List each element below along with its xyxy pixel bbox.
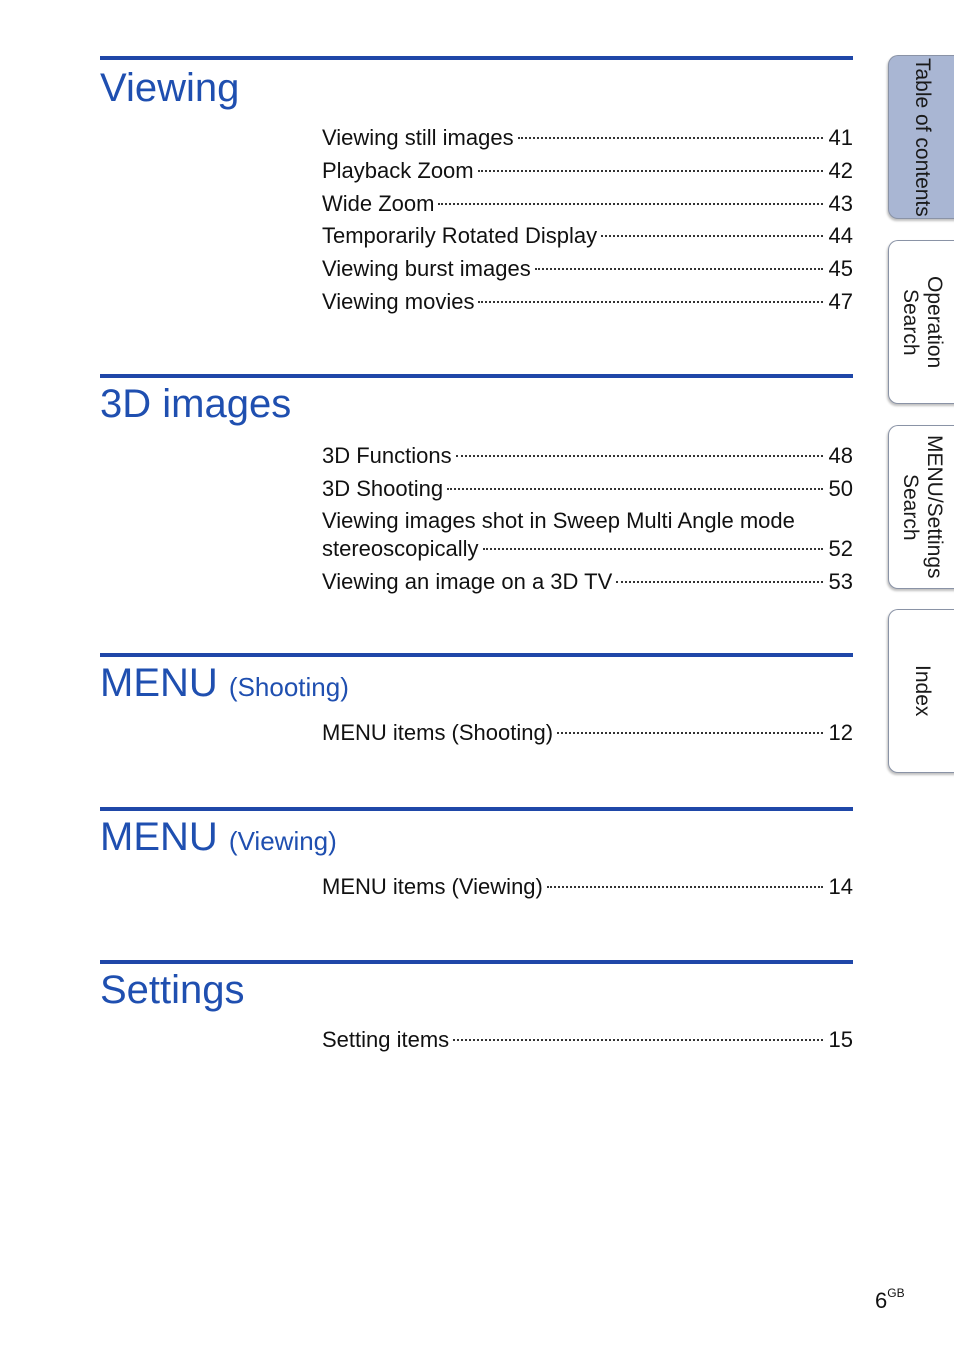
section-title	[100, 659, 349, 711]
toc-entry-label: 3D Functions	[322, 443, 452, 468]
toc-entry[interactable]	[322, 873, 853, 901]
page-number-suffix: GB	[887, 1286, 905, 1300]
toc-entry-page: 41	[828, 125, 853, 150]
toc-entry-page: 12	[828, 720, 853, 745]
section-title-text: Settings	[100, 968, 245, 1012]
toc-entry-page: 47	[828, 289, 853, 314]
section-3d-images	[100, 374, 853, 594]
tab-label: Index	[911, 665, 934, 717]
tab-table-of-contents[interactable]	[888, 55, 954, 219]
toc-entry-page: 44	[828, 223, 853, 248]
toc-entry-label: 3D Shooting	[322, 476, 444, 501]
tab-label: Operation Search	[899, 275, 946, 369]
tab-label: MENU/Settings Search	[899, 435, 946, 579]
toc-entry-label: MENU items (Viewing)	[322, 874, 543, 899]
toc-entry-page: 52	[828, 536, 853, 561]
page-number-value: 6	[875, 1288, 888, 1313]
toc-entry-lead: Viewing images shot in Sweep Multi Angle mode	[322, 508, 795, 533]
toc-entry-label: Playback Zoom	[322, 158, 474, 183]
section-menu-viewing	[100, 807, 853, 899]
dot-leader	[535, 268, 823, 270]
section-settings	[100, 960, 853, 1052]
toc-entry[interactable]	[322, 507, 853, 563]
section-subtitle: (Viewing)	[228, 826, 337, 856]
toc-entry-label: Viewing an image on a 3D TV	[322, 569, 613, 594]
tab-operation-search[interactable]	[888, 240, 954, 404]
tab-index[interactable]	[888, 609, 954, 773]
tab-label: Table of contents	[911, 57, 934, 217]
toc-entry[interactable]	[322, 288, 853, 316]
dot-leader	[547, 886, 823, 888]
toc-entry-label: Viewing burst images	[322, 256, 531, 281]
section-title	[100, 380, 291, 428]
toc-entry-label: Setting items	[322, 1027, 450, 1052]
section-title-text: MENU	[100, 661, 218, 705]
section-title-text: Viewing	[100, 66, 240, 110]
dot-leader	[616, 581, 822, 583]
toc-entry[interactable]	[322, 442, 853, 470]
section-title	[100, 64, 239, 112]
toc-entry[interactable]	[322, 190, 853, 218]
toc-entry-label: Temporarily Rotated Display	[322, 223, 598, 248]
tab-menu-settings-search[interactable]	[888, 425, 954, 589]
section-viewing	[100, 56, 853, 314]
section-title	[100, 966, 245, 1014]
toc-entry[interactable]	[322, 124, 853, 152]
toc-entry[interactable]	[322, 222, 853, 250]
section-subtitle: (Shooting)	[228, 672, 349, 702]
section-title	[100, 813, 337, 865]
dot-leader	[438, 203, 822, 205]
toc-entry-label: Wide Zoom	[322, 191, 435, 216]
toc-entry[interactable]	[322, 475, 853, 503]
toc-entry[interactable]	[322, 1026, 853, 1054]
toc-entry-page: 53	[828, 569, 853, 594]
toc-entry-label: stereoscopically	[322, 536, 479, 561]
toc-entry-page: 42	[828, 158, 853, 183]
page-number	[875, 1288, 905, 1314]
toc-entry[interactable]	[322, 719, 853, 747]
toc-entry[interactable]	[322, 157, 853, 185]
dot-leader	[557, 732, 822, 734]
toc-entry[interactable]	[322, 255, 853, 283]
section-title-text: 3D images	[100, 382, 292, 426]
toc-entry-page: 45	[828, 256, 853, 281]
dot-leader	[456, 455, 823, 457]
section-menu-shooting	[100, 653, 853, 745]
toc-entry-page: 14	[828, 874, 853, 899]
toc-entry-label: Viewing still images	[322, 125, 514, 150]
dot-leader	[478, 170, 823, 172]
toc-entry-page: 15	[828, 1027, 853, 1052]
toc-entry-label: MENU items (Shooting)	[322, 720, 554, 745]
dot-leader	[518, 137, 823, 139]
toc-entry-page: 50	[828, 476, 853, 501]
dot-leader	[483, 548, 823, 550]
dot-leader	[478, 301, 822, 303]
toc-entry[interactable]	[322, 568, 853, 596]
toc-entry-label: Viewing movies	[322, 289, 475, 314]
toc-entry-page: 43	[828, 191, 853, 216]
dot-leader	[453, 1039, 822, 1041]
toc-entry-page: 48	[828, 443, 853, 468]
section-title-text: MENU	[100, 815, 218, 859]
dot-leader	[601, 235, 822, 237]
dot-leader	[447, 488, 822, 490]
